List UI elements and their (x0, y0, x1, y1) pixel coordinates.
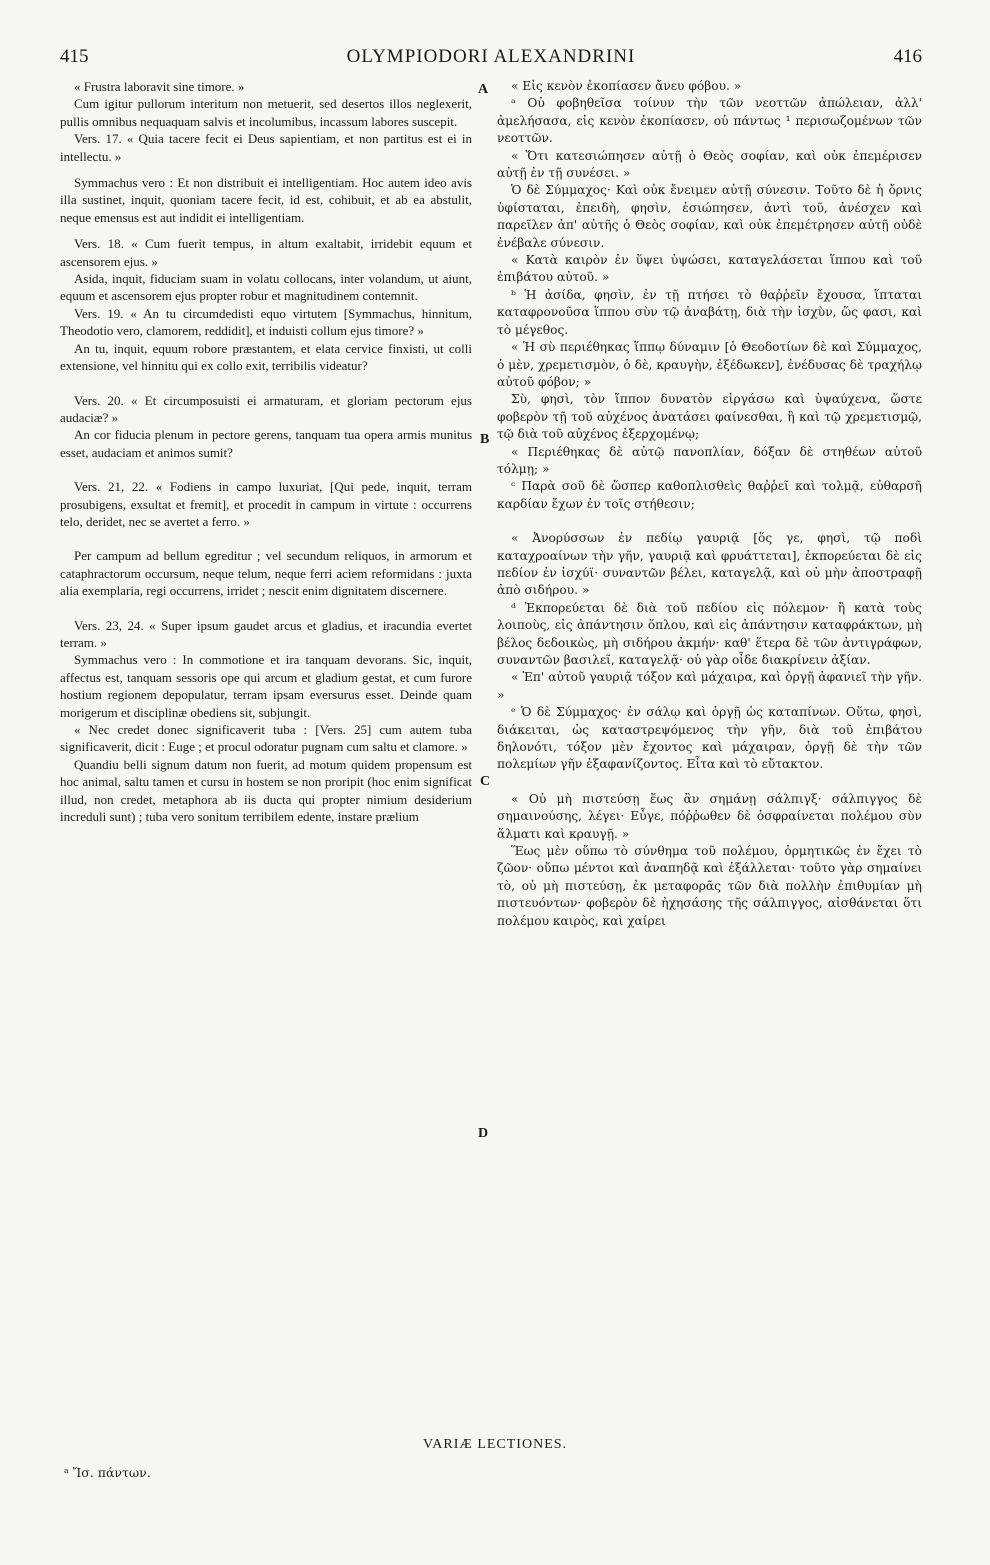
greek-paragraph: « Ὅτι κατεσιώπησεν αὐτῇ ὁ Θεὸς σοφίαν, καὶ οὐκ ἐπεμέρισεν αὐτῇ ἐν τῇ συνέσει. » (497, 148, 922, 181)
running-title: OLYMPIODORI ALEXANDRINI (346, 46, 636, 67)
greek-paragraph: Σὺ, φησὶ, τὸν ἵππον δυνατὸν εἰργάσω καὶ ὑψαύχενα, ὥστε φοβερὸν τῇ τοῦ αὐχένος ἀνατάσει φαίνεσθαι, ἢ καὶ τῷ χρεμετισμῷ, τῷ διὰ τοῦ αὐχένος ἐξερχομένῳ; (497, 392, 922, 442)
page-number-right: 416 (893, 46, 922, 67)
greek-paragraph: « Ἐπ' αὐτοῦ γαυριᾷ τόξον καὶ μάχαιρα, καὶ ὀργῇ ἀφανιεῖ τὴν γῆν. » (497, 670, 922, 702)
latin-paragraph: Cum igitur pullorum interitum non metuerit, sed desertos illos neglexerit, pullis omnibus nequaquam salvis et incolumibus, incassum labores suscepit. (60, 96, 472, 129)
greek-paragraph: ᵃ Οὐ φοβηθεῖσα τοίνυν τὴν τῶν νεοττῶν ἀπώλειαν, ἀλλ' ἀμελήσασα, εἰς κενὸν ἐκοπίασεν, οὐ πάντως ¹ περισωζομένων τῶν νεοττῶν. (497, 96, 922, 146)
latin-paragraph: An tu, inquit, equum robore præstantem, et elata cervice finxisti, ut colli extensione, vel hinnitu qui ex collo exit, terribilis videatur? (60, 340, 472, 374)
margin-marker-a: A (478, 82, 489, 97)
latin-paragraph: Per campum ad bellum egreditur ; vel secundum reliquos, in armorum et cataphractorum occursum, neque telum, neque ferri aciem reformidans : juxta alia exemplaria, regi occurrens, irridet ; nescit enim dignitatem discernere. (60, 548, 472, 599)
latin-paragraph: Vers. 17. « Quia tacere fecit ei Deus sapientiam, et non partitus est ei in intellectu. » (60, 131, 472, 164)
latin-paragraph: Quandiu belli signum datum non fuerit, ad motum quidem propensum est hoc animal, saltu tamen et cursu in hostem se non proripit (hoc enim significat illud, non credet, metaphora ab iis ducta qui propter nimium desiderium increduli sunt) ; tuba vero sonitum terribilem edente, instare prælium (60, 756, 472, 825)
latin-paragraph: Symmachus vero : Et non distribuit ei intelligentiam. Hoc autem ideo avis illa sustinet, inquit, quoniam tacere fecit, id est, cohibuit, et ab ea abstulit, neque emensus est aut indidit ei intelligentiam. (60, 175, 472, 225)
latin-column (60, 78, 472, 825)
greek-paragraph: ᶜ Παρὰ σοῦ δὲ ὥσπερ καθοπλισθεὶς θαῤῥεῖ καὶ τολμᾷ, εὐθαρσῆ καρδίαν ἔχων ἐν τοῖς στήθεσιν; (497, 479, 922, 511)
page-number-left: 415 (60, 46, 89, 67)
latin-paragraph: Vers. 21, 22. « Fodiens in campo luxuriat, [Qui pede, inquit, terram prosubigens, exsultat et fremit], et procedit in campum in virtute : occurrens telo, deridet, nec se avertet a ferro. » (60, 479, 472, 529)
latin-paragraph: Vers. 20. « Et circumposuisti ei armaturam, et gloriam pectorum ejus audaciæ? » (60, 392, 472, 425)
greek-paragraph: « Οὐ μὴ πιστεύσῃ ἕως ἂν σημάνῃ σάλπιγξ· σάλπιγγος δὲ σημαινούσης, λέγει· Εὖγε, πόῤῥωθεν δὲ ὀσφραίνεται πολέμου σὺν ἅλματι καὶ κραυγῇ. » (497, 791, 922, 841)
latin-paragraph: « Frustra laboravit sine timore. » (74, 79, 245, 94)
greek-paragraph: ᵇ Ἡ ἀσίδα, φησὶν, ἐν τῇ πτήσει τὸ θαῤῥεῖν ἔχουσα, ἵπταται καταφρονοῦσα ἵππου σὺν τῷ ἀναβάτῃ, διὰ τὴν ἰσχὺν, ὥς φασι, καὶ τὸ μέγεθος. (497, 287, 922, 337)
greek-paragraph: « Περιέθηκας δὲ αὐτῷ πανοπλίαν, δόξαν δὲ στηθέων αὐτοῦ τόλμῃ; » (497, 444, 922, 476)
latin-paragraph: Vers. 23, 24. « Super ipsum gaudet arcus et gladius, et iracundia evertet terram. » (60, 617, 472, 650)
greek-paragraph: Ἕως μὲν οὔπω τὸ σύνθημα τοῦ πολέμου, ὁρμητικῶς ἐν ἔχει τὸ ζῶον· οὔπω μέντοι καὶ ἀναπηδᾷ καὶ ἐξάλλεται· τοῦτο γὰρ σημαίνει τὸ, οὐ μὴ πιστεύσῃ, ἐκ μεταφορᾶς τῶν διὰ πολλὴν ἐπιθυμίαν μὴ πιστευόντων· φοβερὸν δὲ ἠχησάσης τῆς σάλπιγγος, αἰσθάνεται ὅτι πολέμου καιρὸς, καὶ χαίρει (497, 844, 922, 928)
greek-column (497, 78, 922, 930)
greek-paragraph: « Ἡ σὺ περιέθηκας ἵππῳ δύναμιν [ὁ Θεοδοτίων δὲ καὶ Σύμμαχος, ὁ μὲν, χρεμετισμὸν, ὁ δὲ, κραυγὴν, ἐξέδωκεν], ἐνέδυσας δὲ τραχήλῳ αὐτοῦ φόβον; » (497, 340, 922, 389)
latin-paragraph: Symmachus vero : In commotione et ira tanquam devorans. Sic, inquit, affectus est, tanquam sessoris ope qui arcum et gladium gestat, et cum furore hostium regionem depopulatur, terram ipsam eversurus esset. Deinde quam morigerum et disciplinæ obediens sit, subjungit. (60, 652, 472, 720)
greek-paragraph: « Κατὰ καιρὸν ἐν ὕψει ὑψώσει, καταγελάσεται ἵππου καὶ τοῦ ἐπιβάτου αὐτοῦ. » (497, 253, 922, 285)
latin-paragraph: Asida, inquit, fiduciam suam in volatu collocans, inter volandum, ut aiunt, equum et ascensorem ejus propter robur et magnitudinem contemnit. (60, 271, 472, 304)
variae-lectiones-heading: VARIÆ LECTIONES. (422, 1437, 568, 1452)
margin-marker-c: C (480, 774, 491, 789)
latin-paragraph: Vers. 19. « An tu circumdedisti equo virtutem [Symmachus, hinnitum, Theodotio vero, clamorem, reddidit], et induisti collum ejus timore? » (60, 305, 472, 339)
greek-paragraph: « Ἀνορύσσων ἐν πεδίῳ γαυριᾷ [ὅς γε, φησὶ, τῷ ποδὶ καταχροαίνων τὴν γῆν, γαυριᾷ καὶ φρυάττεται], ἐκπορεύεται δὲ εἰς πεδίον ἐν ἰσχύϊ· συναντῶν βέλει, καταγελᾷ, καὶ οὐ μὴν ἀποστραφῇ ἀπὸ σιδήρου. » (497, 531, 922, 598)
footnote: ᵃ Ἴσ. πάντων. (64, 1465, 151, 1480)
margin-marker-d: D (478, 1126, 489, 1141)
greek-paragraph: ᵉ Ὁ δὲ Σύμμαχος· ἐν σάλῳ καὶ ὀργῇ ὡς καταπίνων. Οὕτω, φησὶ, διάκειται, ὡς καταστρεψόμενος τὴν γῆν, διὰ τοῦ ἐπιβάτου δηλονότι, τόξον μὲν ἔχοντος καὶ μάχαιραν, ὀργῇ δὲ τὴν τῶν πολεμίων γῆν ἐξαφανίζοντος. Εἶτα καὶ τὸ εὔτακτον. (497, 705, 922, 772)
latin-paragraph: An cor fiducia plenum in pectore gerens, tanquam tua opera armis munitus esset, audaciam et animos sumit? (60, 427, 472, 460)
page-header (60, 46, 922, 74)
greek-paragraph: ᵈ Ἐκπορεύεται δὲ διὰ τοῦ πεδίου εἰς πόλεμον· ἢ κατὰ τοὺς λοιποὺς, εἰς ἀπάντησιν ὅπλου, καὶ εἰς ἀπάντησιν καταφράκτων, μὴ βέλος δεδοικὼς, μὴ σιδήρου ἀκμήν· καθ' ἕτερα δὲ τῶν ἀντιγράφων, συναντῶν βασιλεῖ, καταγελᾷ· οὐ γὰρ οἶδε διακρίνειν ἀξίαν. (497, 600, 922, 667)
greek-paragraph: « Εἰς κενὸν ἐκοπίασεν ἄνευ φόβου. » (511, 79, 742, 93)
latin-paragraph: « Nec credet donec significaverit tuba : [Vers. 25] cum autem tuba significaverit, dicit : Euge ; et procul odoratur pugnam cum saltu et clamore. » (60, 722, 472, 755)
greek-paragraph: Ὁ δὲ Σύμμαχος· Καὶ οὐκ ἔνειμεν αὐτῇ σύνεσιν. Τοῦτο δὲ ἡ ὄρνις ὑφίσταται, ἐπειδὴ, φησὶν, ἐσιώπησεν, ἀντὶ τοῦ, ἀνέσχεν καὶ παρεῖλεν ἀπ' αὐτῆς ὁ Θεὸς σοφίαν, καὶ οὐκ ἐπεμέτρησεν αὐτῇ οὐδὲ ἐνέβαλε σύνεσιν. (497, 183, 922, 250)
margin-marker-b: B (480, 432, 490, 447)
latin-paragraph: Vers. 18. « Cum fuerit tempus, in altum exaltabit, irridebit equum et ascensorem ejus. » (60, 236, 472, 269)
